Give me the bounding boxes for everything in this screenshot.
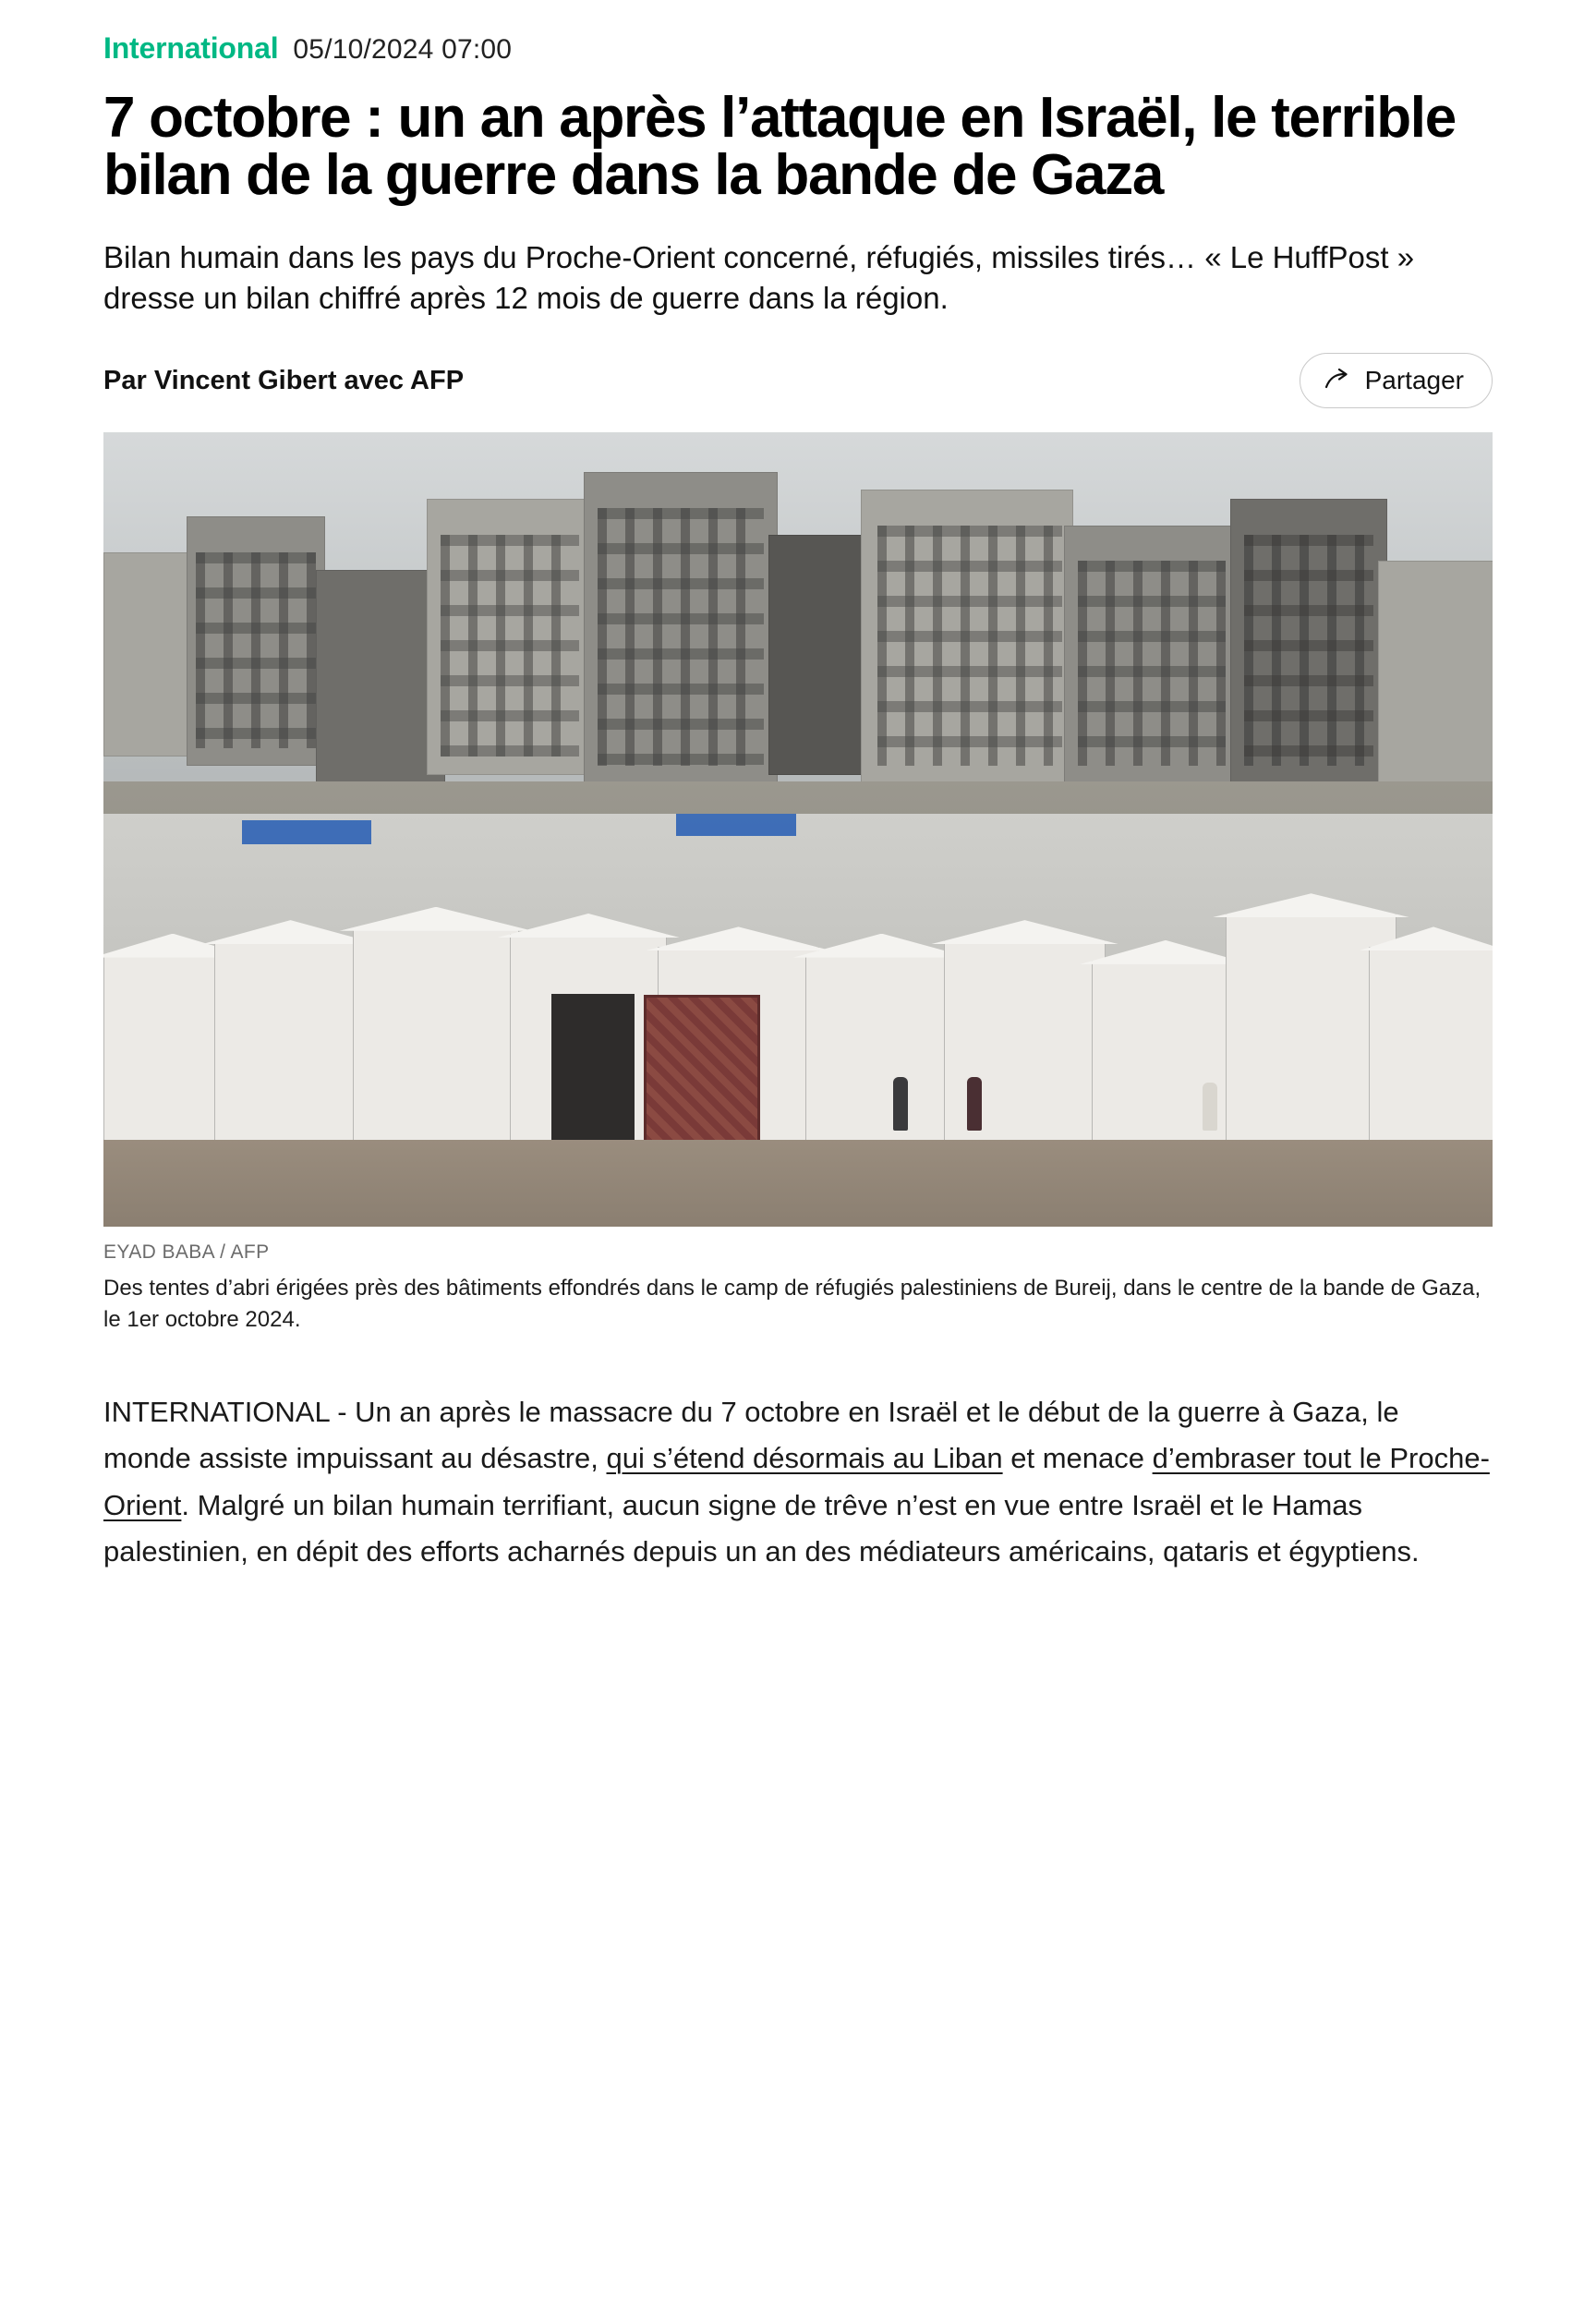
window-grid — [196, 552, 316, 748]
tent — [1369, 947, 1493, 1147]
building-block — [1378, 561, 1493, 783]
page-title: 7 octobre : un an après l’attaque en Israël, le terrible bilan de la guerre dans la bande de Gaza — [103, 86, 1456, 207]
inline-link-proche-orient[interactable]: d’embraser tout le Proche-Orient — [103, 1442, 1490, 1521]
section-kicker[interactable]: International — [103, 31, 279, 65]
person — [893, 1077, 908, 1131]
hanging-carpet — [644, 995, 760, 1147]
tent — [805, 954, 958, 1147]
body-text-part-2: et menace — [1002, 1442, 1153, 1475]
publish-date: 05/10/2024 07:00 — [293, 34, 513, 65]
photo-tent-camp — [103, 814, 1493, 1147]
inline-link-liban[interactable]: qui s’étend désormais au Liban — [606, 1442, 1003, 1475]
tent — [1092, 961, 1239, 1147]
person — [1203, 1083, 1217, 1131]
window-grid — [598, 508, 764, 766]
photo-ground — [103, 1140, 1493, 1228]
blue-tarp — [676, 814, 796, 836]
article-figure — [103, 432, 1493, 1336]
article-photo — [103, 432, 1493, 1227]
blue-tarp — [242, 820, 371, 844]
tent — [214, 940, 367, 1147]
photo-credit: EYAD BABA / AFP — [103, 1241, 270, 1264]
body-text-part-3: . Malgré un bilan humain terrifiant, aucun signe de trêve n’est en vue entre Israël et le Hamas palestinien, en dépit des efforts acharnés depuis un an des médiateurs américains, qataris et égyptiens. — [103, 1488, 1420, 1568]
article-standfirst: Bilan humain dans les pays du Proche-Orient concerné, réfugiés, missiles tirés… « Le HuffPost » dresse un bilan chiffré après 12 mois de guerre dans la région. — [103, 240, 1415, 315]
photo-caption: Des tentes d’abri érigées près des bâtiments effondrés dans le camp de réfugiés palestiniens de Bureij, dans le centre de la bande de Gaza, le 1er octobre 2024. — [103, 1276, 1481, 1333]
body-paragraph — [103, 1389, 1493, 1575]
share-button-label: Partager — [1364, 366, 1464, 395]
byline-row — [103, 353, 1493, 408]
building-block — [316, 570, 445, 783]
lead-label: INTERNATIONAL - — [103, 1396, 356, 1429]
tent — [353, 927, 519, 1147]
window-grid — [1078, 561, 1226, 766]
window-grid — [441, 535, 579, 757]
person — [967, 1077, 982, 1131]
window-grid — [877, 526, 1062, 766]
body-text-part-1: Un an après le massacre du 7 octobre en Israël et le début de la guerre à Gaza, le monde assiste impuissant au désastre, — [103, 1396, 1399, 1475]
window-grid — [1244, 535, 1373, 766]
share-button[interactable] — [1300, 353, 1493, 408]
tent-sheet — [551, 994, 635, 1147]
share-icon — [1324, 369, 1352, 393]
article-body — [103, 1389, 1493, 1575]
kicker-row — [103, 0, 1493, 66]
article-byline: Par Vincent Gibert avec AFP — [103, 365, 465, 395]
